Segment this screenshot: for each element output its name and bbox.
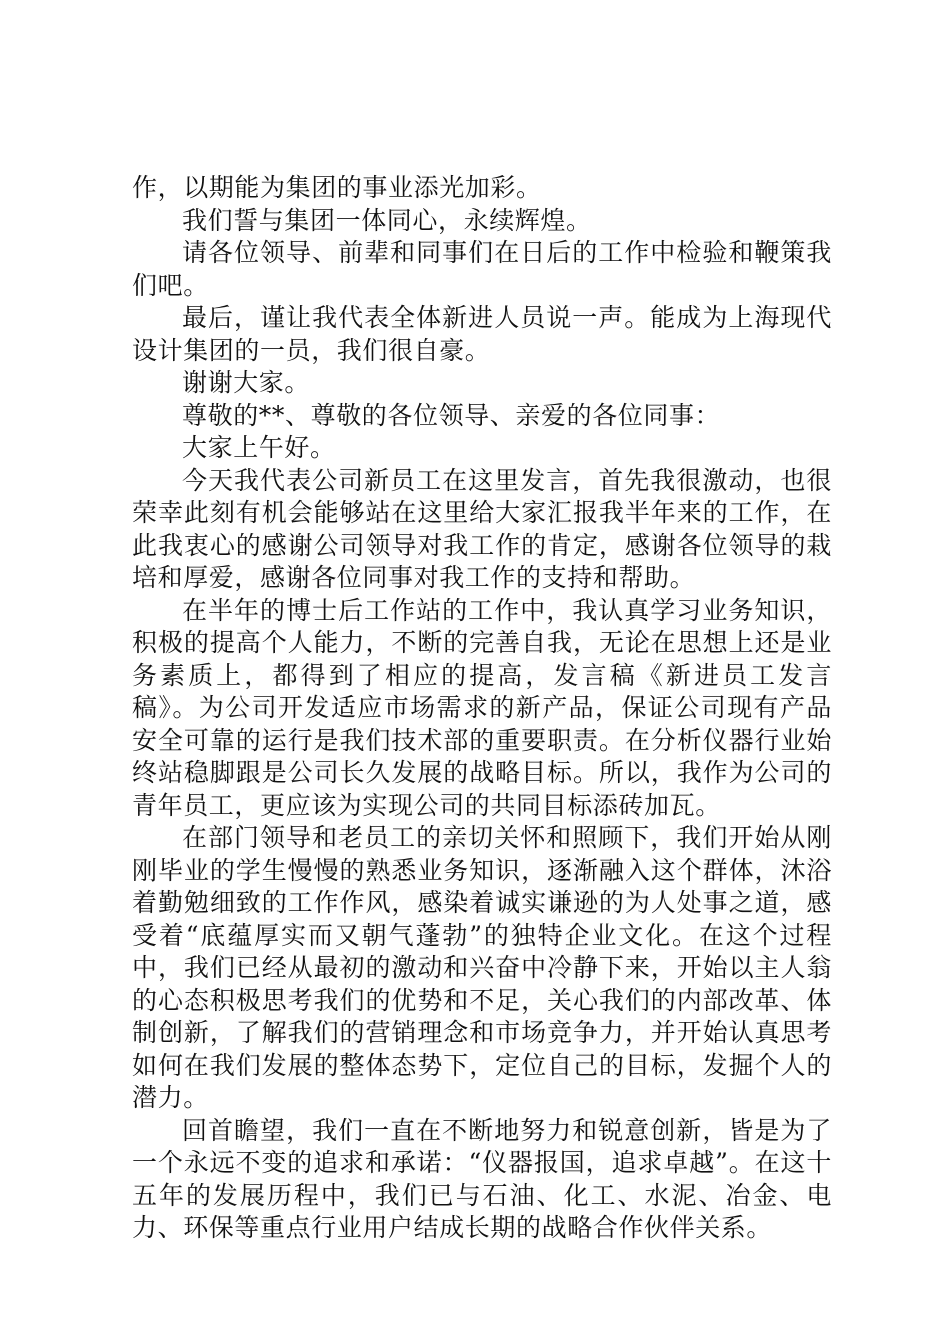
paragraph-11: 回首瞻望，我们一直在不断地努力和锐意创新，皆是为了一个永远不变的追求和承诺：“仪器报国，追求卓越”。在这十五年的发展历程中，我们已与石油、化工、水泥、冶金、电力、环保等重点行业用户结成长期的战略合作伙伴关系。: [132, 1115, 832, 1242]
paragraph-10: 在部门领导和老员工的亲切关怀和照顾下，我们开始从刚刚毕业的学生慢慢的熟悉业务知识，逐渐融入这个群体，沐浴着勤勉细致的工作作风，感染着诚实谦逊的为人处事之道，感受着“底蕴厚实而又朝气蓬勃”的独特企业文化。在这个过程中，我们已经从最初的激动和兴奋中冷静下来，开始以主人翁的心态积极思考我们的优势和不足，关心我们的内部改革、体制创新，了解我们的营销理念和市场竞争力，并开始认真思考如何在我们发展的整体态势下，定位自己的目标，发掘个人的潜力。: [132, 823, 832, 1112]
paragraph-3: 请各位领导、前辈和同事们在日后的工作中检验和鞭策我们吧。: [132, 238, 832, 300]
paragraph-9: 在半年的博士后工作站的工作中，我认真学习业务知识，积极的提高个人能力，不断的完善自我，无论在思想上还是业务素质上，都得到了相应的提高，发言稿《新进员工发言稿》。为公司开发适应市场需求的新产品，保证公司现有产品安全可靠的运行是我们技术部的重要职责。在分析仪器行业始终站稳脚跟是公司长久发展的战略目标。所以，我作为公司的青年员工，更应该为实现公司的共同目标添砖加瓦。: [132, 595, 832, 820]
paragraph-7: 大家上午好。: [182, 433, 336, 462]
paragraph-5: 谢谢大家。: [182, 368, 311, 397]
paragraph-8: 今天我代表公司新员工在这里发言，首先我很激动，也很荣幸此刻有机会能够站在这里给大家汇报我半年来的工作，在此我衷心的感谢公司领导对我工作的肯定，感谢各位领导的栽培和厚爱，感谢各位同事对我工作的支持和帮助。: [132, 465, 832, 592]
paragraph-6: 尊敬的**、尊敬的各位领导、亲爱的各位同事：: [182, 400, 721, 430]
paragraph-2: 我们誓与集团一体同心，永续辉煌。: [182, 205, 592, 235]
document-body: [132, 172, 832, 1245]
paragraph-1: 作，以期能为集团的事业添光加彩。: [132, 173, 542, 202]
paragraph-4: 最后，谨让我代表全体新进人员说一声。能成为上海现代设计集团的一员，我们很自豪。: [132, 303, 832, 365]
